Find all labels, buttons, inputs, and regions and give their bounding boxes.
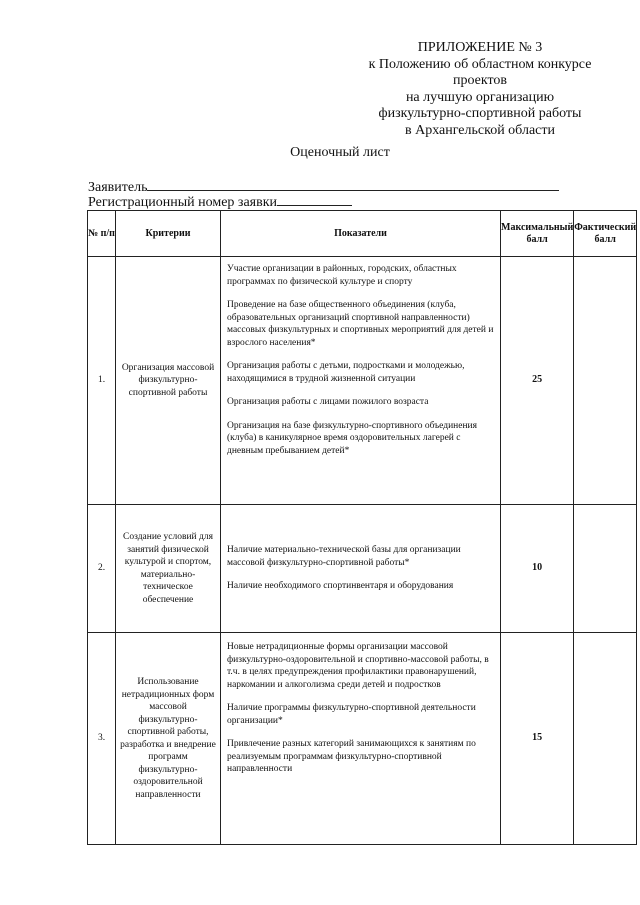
row-indicators [221,505,501,633]
table-header-row [88,211,637,257]
indicator-text: Организация работы с детьми, подростками и молодежью, находящимися в трудной жизненной ситуации [227,361,465,384]
indicator-text: Участие организации в районных, городских, областных программах по физической культуре и спорту [227,264,457,287]
registration-field [88,193,352,211]
header-num: № п/п [88,211,116,257]
header-line: физкультурно-спортивной работы [378,106,582,121]
applicant-line [147,178,559,191]
table-row [88,633,637,845]
table-row [88,505,637,633]
row-actual-score [574,633,637,845]
row-criteria: Создание условий для занятий физической культурой и спортом, материально-техническое обеспечение [116,505,221,633]
header-actual: Фактический балл [574,211,637,257]
row-num: 2. [88,505,116,633]
row-actual-score [574,505,637,633]
row-criteria: Использование нетрадиционных форм массовой физкультурно-спортивной работы, разработка и внедрение программ физкультурно-оздоровительной направленности [116,633,221,845]
evaluation-table [87,210,637,845]
row-criteria: Организация массовой физкультурно-спортивной работы [116,257,221,505]
header-line: проектов [452,73,508,88]
row-num: 1. [88,257,116,505]
indicator-text: Наличие необходимого спортинвентаря и оборудования [227,581,454,592]
indicator-text: Организация работы с лицами пожилого возраста [227,397,429,407]
header-indicators: Показатели [221,211,501,257]
row-indicators [221,633,501,845]
row-indicators [221,257,501,505]
header-line: на лучшую организацию [405,89,555,105]
table-row [88,257,637,505]
header-max: Максимальный балл [501,211,574,257]
indicator-text: Наличие программы физкультурно-спортивной деятельности организации* [227,703,476,726]
row-num: 3. [88,633,116,845]
header-criteria: Критерии [116,211,221,257]
page-title: Оценочный лист [290,145,390,160]
row-max-score: 15 [501,633,574,845]
row-actual-score [574,257,637,505]
header-line: в Архангельской области [405,122,555,138]
registration-line [277,193,352,206]
header-line: ПРИЛОЖЕНИЕ № 3 [417,40,543,55]
registration-label: Регистрационный номер заявки [88,195,278,210]
appendix-header [330,40,630,139]
applicant-label: Заявитель [88,180,148,195]
header-line: к Положению об областном конкурсе [368,56,592,72]
indicator-text: Наличие материально-технической базы для организации массовой физкультурно-спортивной работы* [227,545,461,568]
indicator-text: Привлечение разных категорий занимающихся к занятиям по реализуемым программам физкультурно-спортивной направленности [227,739,476,774]
indicator-text: Проведение на базе общественного объединения (клуба, образовательных организаций спортивной направленности) массовых физкультурных и спортивных мероприятий для детей и взрослого населения* [227,300,494,348]
indicator-text: Новые нетрадиционные формы организации массовой физкультурно-оздоровительной и спортивно-массовой работы, в т.ч. в целях предупреждения профилактики правонарушений, наркомании и алкоголизма среди детей и подростков [227,642,489,690]
row-max-score: 25 [501,257,574,505]
row-max-score: 10 [501,505,574,633]
indicator-text: Организация на базе физкультурно-спортивного объединения (клуба) в каникулярное время оздоровительных лагерей с дневным пребыванием детей* [227,420,478,456]
